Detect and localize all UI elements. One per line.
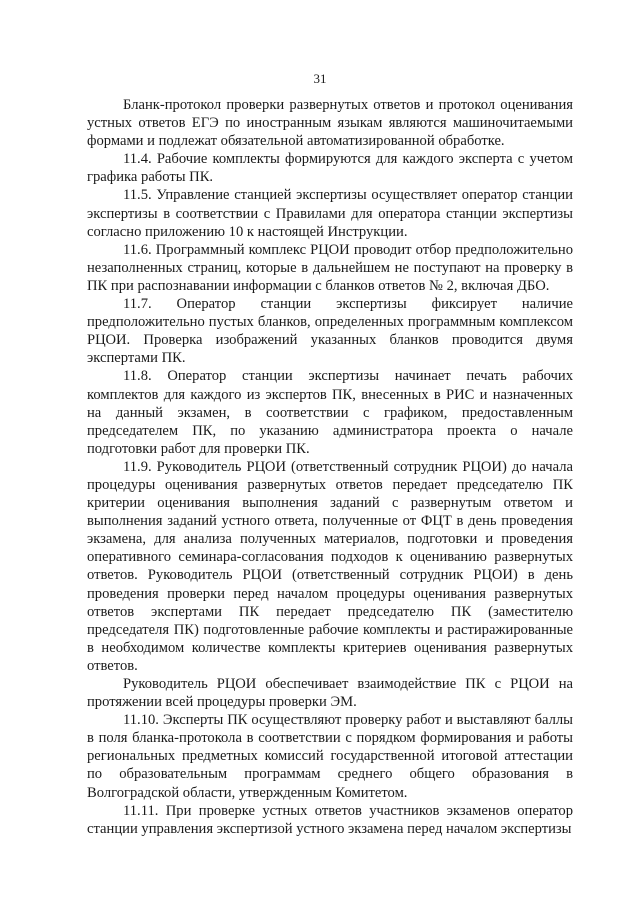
paragraph-11-6: 11.6. Программный комплекс РЦОИ проводит отбор предположительно незаполненных страниц, которые в дальнейшем не поступают на проверку в ПК при распознавании информации с бланков ответов № 2, включая ДБО.: [87, 241, 573, 294]
paragraph-11-4: 11.4. Рабочие комплекты формируются для каждого эксперта с учетом графика работы ПК.: [87, 151, 573, 186]
paragraph-intro: Бланк-протокол проверки развернутых ответов и протокол оценивания устных ответов ЕГЭ по иностранным языкам являются машиночитаемыми формами и подлежат обязательной автоматизированной обработке.: [87, 97, 573, 150]
paragraph-11-5: 11.5. Управление станцией экспертизы осуществляет оператор станции экспертизы в соответствии с Правилами для оператора станции экспертизы согласно приложению 10 к настоящей Инструкции.: [87, 187, 573, 240]
paragraph-11-7: 11.7. Оператор станции экспертизы фиксирует наличие предположительно пустых бланков, определенных программным комплексом РЦОИ. Проверка изображений указанных бланков проводится двумя экспертами ПК.: [87, 296, 573, 367]
document-body: [87, 96, 573, 838]
paragraph-11-10: 11.10. Эксперты ПК осуществляют проверку работ и выставляют баллы в поля бланка-протокола в соответствии с порядком формирования и работы региональных предметных комиссий государственной итоговой аттестации по образовательным программам среднего общего образования в Волгоградской области, утвержденным Комитетом.: [87, 712, 573, 801]
paragraph-11-9: 11.9. Руководитель РЦОИ (ответственный сотрудник РЦОИ) до начала процедуры оценивания развернутых ответов передает председателю ПК критерии оценивания выполнения заданий с развернутым ответом и выполнения заданий устного ответа, полученные от ФЦТ в день проведения экзамена, для анализа полученных материалов, подготовки и проведения оперативного семинара-согласования подходов к оцениванию развернутых ответов. Руководитель РЦОИ (ответственный сотрудник РЦОИ) в день проведения проверки перед началом процедуры оценивания развернутых ответов экспертами ПК передает председателю ПК (заместителю председателя ПК) подготовленные рабочие комплекты и растиражированные в необходимом количестве комплекты критериев оценивания развернутых ответов.: [87, 458, 573, 674]
paragraph-11-11: 11.11. При проверке устных ответов участников экзаменов оператор станции управления экспертизой устного экзамена перед началом экспертизы: [87, 802, 573, 837]
paragraph-rcoi-interaction: Руководитель РЦОИ обеспечивает взаимодействие ПК с РЦОИ на протяжении всей процедуры проверки ЭМ.: [87, 676, 573, 711]
page-number: 31: [313, 71, 327, 86]
paragraph-11-8: 11.8. Оператор станции экспертизы начинает печать рабочих комплектов для каждого из экспертов ПК, внесенных в РИС и назначенных на данный экзамен, в соответствии с графиком, предоставленным председателем ПК, по указанию администратора проекта о начале подготовки работ для проверки ПК.: [87, 368, 573, 457]
